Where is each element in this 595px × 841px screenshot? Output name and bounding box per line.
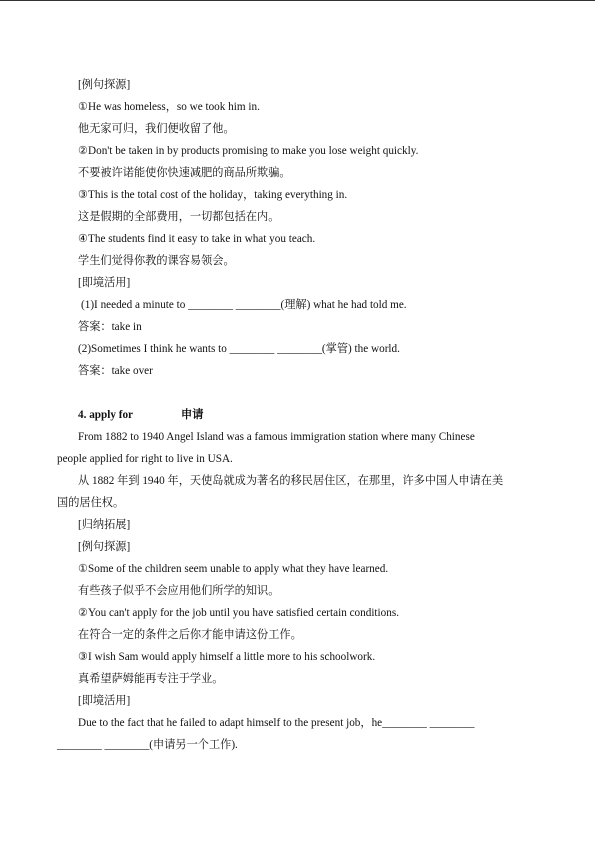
example-label: [例句探源] — [78, 79, 131, 91]
intro-paragraph-cn: 国的居住权。 — [57, 497, 125, 509]
example-sentence-en: ①Some of the children seem unable to apply what they have learned. — [78, 563, 389, 575]
example-sentence-en: ③This is the total cost of the holiday，taking everything in. — [78, 189, 348, 201]
practice-label: [即境活用] — [78, 277, 131, 289]
intro-paragraph-en: From 1882 to 1940 Angel Island was a famous immigration station where many Chinese — [78, 431, 475, 443]
example-sentence-cn: 真希望萨姆能再专注于学业。 — [78, 673, 224, 685]
example-sentence-cn: 这是假期的全部费用，一切都包括在内。 — [78, 211, 280, 223]
example-sentence-en: ①He was homeless，so we took him in. — [78, 101, 260, 113]
page-top-rule — [0, 0, 595, 1]
section-heading-cn: 申请 — [181, 409, 204, 421]
example-sentence-cn: 他无家可归，我们便收留了他。 — [78, 123, 235, 135]
intro-paragraph-cn: 从 1882 年到 1940 年，天使岛就成为著名的移民居住区，在那里，许多中国人申请在美 — [78, 475, 504, 487]
section-heading-en: 4. apply for — [78, 409, 134, 421]
intro-paragraph-en: people applied for right to live in USA. — [57, 453, 233, 465]
practice-answer: 答案：take over — [78, 365, 153, 377]
section-heading — [78, 408, 203, 422]
practice-question: ________ ________(申请另一个工作). — [57, 739, 238, 751]
example-sentence-cn: 不要被许诺能使你快速减肥的商品所欺骗。 — [78, 167, 291, 179]
summary-label: [归纳拓展] — [78, 519, 131, 531]
example-sentence-en: ④The students find it easy to take in what you teach. — [78, 233, 316, 245]
practice-label: [即境活用] — [78, 695, 131, 707]
example-sentence-cn: 学生们觉得你教的课容易领会。 — [78, 255, 235, 267]
example-sentence-cn: 有些孩子似乎不会应用他们所学的知识。 — [78, 585, 280, 597]
practice-answer: 答案：take in — [78, 321, 142, 333]
example-sentence-cn: 在符合一定的条件之后你才能申请这份工作。 — [78, 629, 302, 641]
example-sentence-en: ②Don't be taken in by products promising to make you lose weight quickly. — [78, 145, 419, 157]
example-sentence-en: ③I wish Sam would apply himself a little more to his schoolwork. — [78, 651, 376, 663]
practice-question: Due to the fact that he failed to adapt himself to the present job，he________ ________ — [78, 717, 475, 729]
practice-question: (2)Sometimes I think he wants to ________ ________(掌管) the world. — [78, 343, 400, 355]
example-label: [例句探源] — [78, 541, 131, 553]
practice-question: (1)I needed a minute to ________ ________(理解) what he had told me. — [81, 299, 407, 311]
example-sentence-en: ②You can't apply for the job until you have satisfied certain conditions. — [78, 607, 399, 619]
